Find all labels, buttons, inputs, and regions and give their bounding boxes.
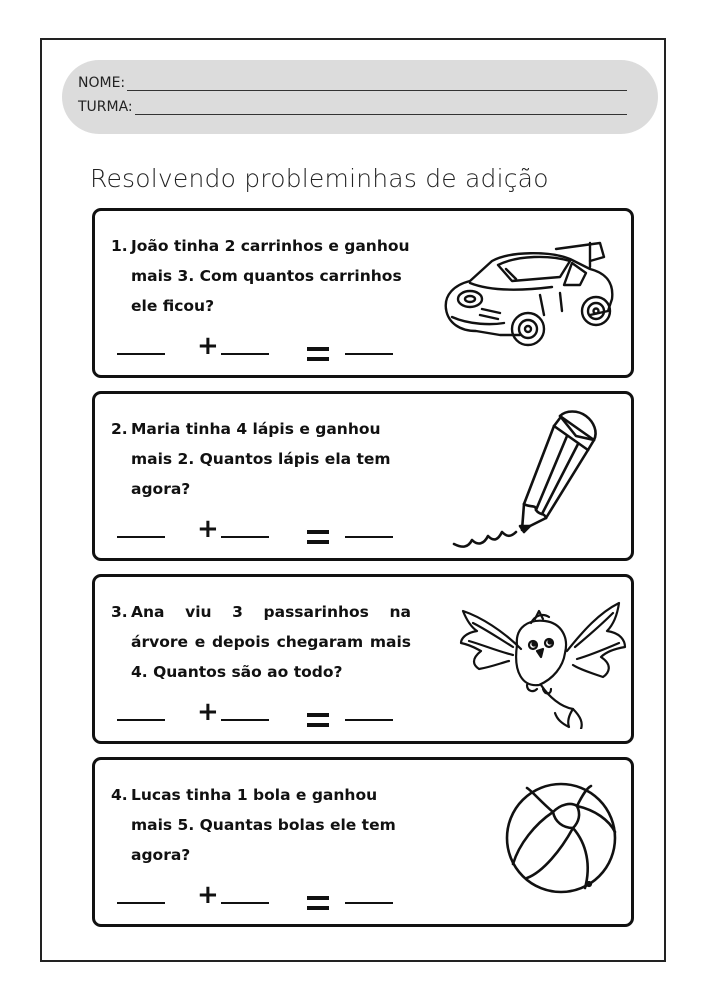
problem-statement: Ana viu 3 passarinhos na árvore e depois chegaram mais 4. Quantos são ao todo? xyxy=(131,603,411,681)
page-title: Resolvendo probleminhas de adição xyxy=(90,164,549,193)
answer-blank[interactable] xyxy=(345,719,393,721)
problem-card-3 xyxy=(92,574,634,744)
problem-card-4 xyxy=(92,757,634,927)
student-info-header xyxy=(62,60,658,134)
equation-row-4 xyxy=(117,880,377,912)
problem-text-4 xyxy=(111,780,411,870)
answer-blank[interactable] xyxy=(117,353,165,355)
problem-number: 4. xyxy=(111,786,128,804)
pencil-icon xyxy=(450,408,620,556)
equals-sign xyxy=(307,530,329,546)
class-line[interactable] xyxy=(135,101,627,115)
answer-blank[interactable] xyxy=(117,536,165,538)
class-field[interactable] xyxy=(78,99,627,115)
plus-sign: + xyxy=(197,697,219,727)
equation-row-3 xyxy=(117,697,377,729)
answer-blank[interactable] xyxy=(345,902,393,904)
ball-icon xyxy=(501,778,623,900)
plus-sign: + xyxy=(197,880,219,910)
equation-row-1 xyxy=(117,331,377,363)
equals-sign xyxy=(307,713,329,729)
class-label: TURMA: xyxy=(78,99,133,115)
problem-number: 1. xyxy=(111,237,128,255)
bird-icon xyxy=(457,597,629,729)
answer-blank[interactable] xyxy=(117,902,165,904)
answer-blank[interactable] xyxy=(221,536,269,538)
name-line[interactable] xyxy=(127,77,627,91)
problem-card-2 xyxy=(92,391,634,561)
problem-card-1 xyxy=(92,208,634,378)
plus-sign: + xyxy=(197,514,219,544)
answer-blank[interactable] xyxy=(221,353,269,355)
answer-blank[interactable] xyxy=(345,353,393,355)
problem-text-3 xyxy=(111,597,411,687)
problem-text-2 xyxy=(111,414,411,504)
problem-statement: Maria tinha 4 lápis e ganhou mais 2. Quantos lápis ela tem agora? xyxy=(131,420,391,498)
problem-statement: João tinha 2 carrinhos e ganhou mais 3. Com quantos carrinhos ele ficou? xyxy=(131,237,410,315)
problem-text-1 xyxy=(111,231,411,321)
name-field[interactable] xyxy=(78,75,627,91)
plus-sign: + xyxy=(197,331,219,361)
equation-row-2 xyxy=(117,514,377,546)
answer-blank[interactable] xyxy=(221,719,269,721)
car-icon xyxy=(440,239,620,351)
problem-number: 2. xyxy=(111,420,128,438)
answer-blank[interactable] xyxy=(345,536,393,538)
equals-sign xyxy=(307,896,329,912)
problem-statement: Lucas tinha 1 bola e ganhou mais 5. Quantas bolas ele tem agora? xyxy=(131,786,396,864)
answer-blank[interactable] xyxy=(117,719,165,721)
name-label: NOME: xyxy=(78,75,126,91)
answer-blank[interactable] xyxy=(221,902,269,904)
equals-sign xyxy=(307,347,329,363)
problem-number: 3. xyxy=(111,603,128,621)
